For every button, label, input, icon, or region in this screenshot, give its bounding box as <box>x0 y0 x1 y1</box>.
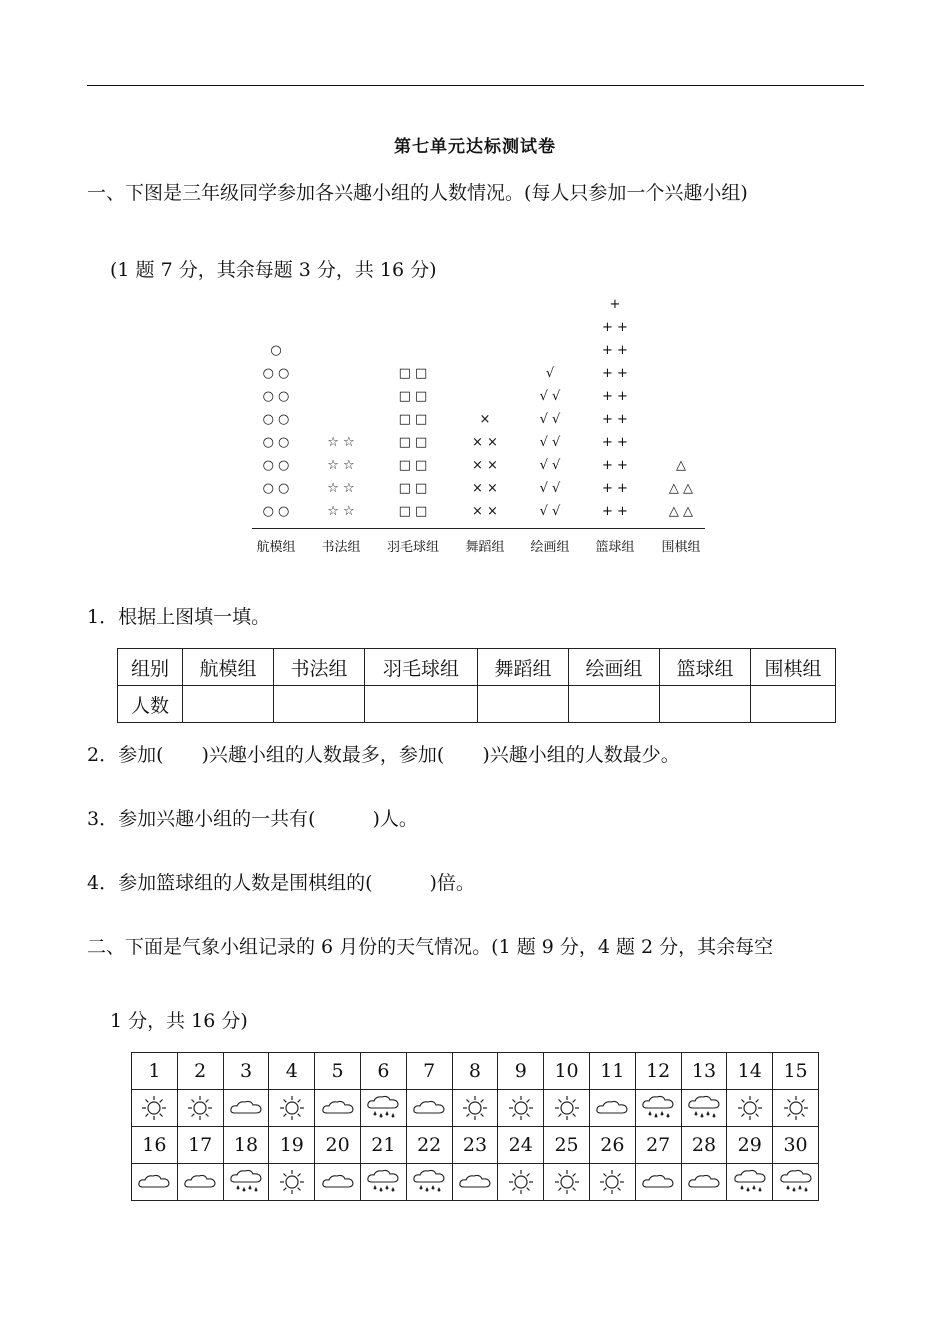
weather-cell <box>360 1090 406 1127</box>
chart-symbol-row: √ √ <box>539 435 561 450</box>
table-col-wudao: 舞蹈组 <box>478 649 569 686</box>
day-number: 30 <box>773 1127 819 1164</box>
day-number: 17 <box>177 1127 223 1164</box>
chart-symbol-row: + + <box>602 389 628 404</box>
sunny-icon <box>498 1095 543 1121</box>
day-number: 27 <box>635 1127 681 1164</box>
weather-cell <box>360 1164 406 1201</box>
weather-cell <box>727 1090 773 1127</box>
chart-category-label: 羽毛球组 <box>386 540 439 555</box>
weather-cell <box>498 1164 544 1201</box>
chart-symbol-row: + + <box>602 320 628 335</box>
chart-category-label: 绘画组 <box>530 540 570 555</box>
day-number: 2 <box>177 1053 223 1090</box>
chart-symbol-row: + + <box>602 366 628 381</box>
chart-column <box>393 362 433 523</box>
chart-column <box>595 293 635 523</box>
answer-cell[interactable] <box>751 686 836 723</box>
question-3: 3．参加兴趣小组的一共有( )人。 <box>87 808 418 830</box>
chart-symbol-row: + + <box>602 412 628 427</box>
cloudy-icon <box>453 1172 498 1192</box>
weather-cell <box>406 1090 452 1127</box>
chart-symbol-row: ○ ○ <box>262 481 290 496</box>
weather-cell <box>681 1164 727 1201</box>
weather-cell <box>773 1090 819 1127</box>
weather-cell <box>635 1164 681 1201</box>
day-number: 28 <box>681 1127 727 1164</box>
chart-category-label: 舞蹈组 <box>465 540 505 555</box>
weather-cell <box>589 1090 635 1127</box>
weather-table <box>131 1052 819 1201</box>
chart-symbol-row: + + <box>602 343 628 358</box>
chart-symbol-row: √ √ <box>539 504 561 519</box>
day-number: 23 <box>452 1127 498 1164</box>
day-number: 25 <box>544 1127 590 1164</box>
section1-heading: 一、下图是三年级同学参加各兴趣小组的人数情况。(每人只参加一个兴趣小组) <box>87 182 748 204</box>
chart-symbol-row: ○ ○ <box>262 412 290 427</box>
fill-table <box>117 648 836 723</box>
chart-symbol-row: ○ ○ <box>262 435 290 450</box>
weather-cell <box>177 1164 223 1201</box>
chart-symbol-row: ○ <box>270 343 282 358</box>
chart-category-label: 篮球组 <box>595 540 635 555</box>
day-number: 18 <box>223 1127 269 1164</box>
weather-cell <box>452 1164 498 1201</box>
answer-cell[interactable] <box>365 686 478 723</box>
question-4: 4．参加篮球组的人数是围棋组的( )倍。 <box>87 872 475 894</box>
answer-cell[interactable] <box>569 686 660 723</box>
day-number: 20 <box>315 1127 361 1164</box>
day-number: 7 <box>406 1053 452 1090</box>
answer-cell[interactable] <box>183 686 274 723</box>
weather-cell <box>177 1090 223 1127</box>
day-number: 6 <box>360 1053 406 1090</box>
rainy-icon <box>361 1168 406 1196</box>
sunny-icon <box>498 1169 543 1195</box>
chart-symbol-row: × × <box>472 458 498 473</box>
chart-column <box>321 431 361 523</box>
weather-cell <box>223 1164 269 1201</box>
chart-symbol-row: △ △ <box>668 504 694 519</box>
sunny-icon <box>727 1095 772 1121</box>
weather-cell <box>132 1164 178 1201</box>
chart-symbol-row: ○ ○ <box>262 389 290 404</box>
day-number: 14 <box>727 1053 773 1090</box>
chart-column <box>661 454 701 523</box>
chart-symbol-row: ○ ○ <box>262 458 290 473</box>
rainy-icon <box>636 1094 681 1122</box>
day-number: 8 <box>452 1053 498 1090</box>
page-title: 第七单元达标测试卷 <box>394 137 556 157</box>
weather-cell <box>315 1090 361 1127</box>
day-number: 9 <box>498 1053 544 1090</box>
answer-cell[interactable] <box>660 686 751 723</box>
day-number: 4 <box>269 1053 315 1090</box>
chart-symbol-row: √ √ <box>539 389 561 404</box>
weather-cell <box>773 1164 819 1201</box>
rainy-icon <box>361 1094 406 1122</box>
table-col-shufa: 书法组 <box>274 649 365 686</box>
chart-symbol-row: □ □ <box>398 481 428 496</box>
day-number: 11 <box>589 1053 635 1090</box>
sunny-icon <box>132 1095 177 1121</box>
chart-symbol-row: × × <box>472 435 498 450</box>
chart-symbol-row: □ □ <box>398 366 428 381</box>
day-number: 3 <box>223 1053 269 1090</box>
cloudy-icon <box>132 1172 177 1192</box>
chart-symbol-row: √ √ <box>539 458 561 473</box>
chart-symbol-row: √ <box>545 366 555 381</box>
chart-symbol-row: + + <box>602 458 628 473</box>
weather-cell <box>635 1090 681 1127</box>
section1-points: (1 题 7 分，其余每题 3 分，共 16 分) <box>110 259 437 281</box>
weather-cell <box>269 1164 315 1201</box>
pictograph-chart <box>248 297 708 565</box>
chart-symbol-row: □ □ <box>398 458 428 473</box>
weather-cell <box>681 1090 727 1127</box>
rainy-icon <box>773 1168 818 1196</box>
rainy-icon <box>407 1168 452 1196</box>
day-number: 13 <box>681 1053 727 1090</box>
sunny-icon <box>590 1169 635 1195</box>
section2-points: 1 分，共 16 分) <box>110 1010 248 1032</box>
weather-cell <box>589 1164 635 1201</box>
chart-column <box>530 362 570 523</box>
chart-symbol-row: + <box>609 297 621 312</box>
chart-category-label: 围棋组 <box>661 540 701 555</box>
header-rule <box>87 85 864 86</box>
weather-cell <box>452 1090 498 1127</box>
cloudy-icon <box>224 1098 269 1118</box>
table-col-lanqiu: 篮球组 <box>660 649 751 686</box>
rainy-icon <box>727 1168 772 1196</box>
day-number: 12 <box>635 1053 681 1090</box>
chart-symbol-row: ○ ○ <box>262 504 290 519</box>
table-col-yumaoqiu: 羽毛球组 <box>365 649 478 686</box>
answer-cell[interactable] <box>274 686 365 723</box>
cloudy-icon <box>682 1172 727 1192</box>
chart-symbol-row: ☆ ☆ <box>327 481 355 496</box>
day-number: 29 <box>727 1127 773 1164</box>
day-number: 26 <box>589 1127 635 1164</box>
chart-symbol-row: □ □ <box>398 389 428 404</box>
rainy-icon <box>224 1168 269 1196</box>
chart-symbol-row: ☆ ☆ <box>327 458 355 473</box>
cloudy-icon <box>407 1098 452 1118</box>
chart-symbol-row: × × <box>472 504 498 519</box>
day-number: 24 <box>498 1127 544 1164</box>
chart-symbol-row: + + <box>602 504 628 519</box>
sunny-icon <box>544 1169 589 1195</box>
chart-symbol-row: ☆ ☆ <box>327 435 355 450</box>
chart-category-label: 书法组 <box>321 540 361 555</box>
weather-cell <box>727 1164 773 1201</box>
chart-symbol-row: △ △ <box>668 481 694 496</box>
weather-cell <box>269 1090 315 1127</box>
weather-cell <box>132 1090 178 1127</box>
weather-cell <box>223 1090 269 1127</box>
weather-cell <box>315 1164 361 1201</box>
chart-symbol-row: ○ ○ <box>262 366 290 381</box>
sunny-icon <box>269 1169 314 1195</box>
sunny-icon <box>453 1095 498 1121</box>
cloudy-icon <box>315 1172 360 1192</box>
weather-cell <box>498 1090 544 1127</box>
day-number: 21 <box>360 1127 406 1164</box>
table-header-count: 人数 <box>118 686 183 723</box>
day-number: 1 <box>132 1053 178 1090</box>
chart-column <box>465 408 505 523</box>
weather-cell <box>544 1164 590 1201</box>
sunny-icon <box>773 1095 818 1121</box>
chart-symbol-row: + + <box>602 481 628 496</box>
table-header-group: 组别 <box>118 649 183 686</box>
day-number: 16 <box>132 1127 178 1164</box>
answer-cell[interactable] <box>478 686 569 723</box>
sunny-icon <box>269 1095 314 1121</box>
chart-column <box>256 339 296 523</box>
chart-symbol-row: ☆ ☆ <box>327 504 355 519</box>
table-col-hangmo: 航模组 <box>183 649 274 686</box>
day-number: 10 <box>544 1053 590 1090</box>
chart-symbol-row: □ □ <box>398 412 428 427</box>
day-number: 5 <box>315 1053 361 1090</box>
cloudy-icon <box>178 1172 223 1192</box>
day-number: 22 <box>406 1127 452 1164</box>
chart-symbol-row: □ □ <box>398 504 428 519</box>
question-2: 2．参加( )兴趣小组的人数最多，参加( )兴趣小组的人数最少。 <box>87 744 680 766</box>
chart-symbol-row: △ <box>676 458 686 473</box>
question-1: 1．根据上图填一填。 <box>87 606 271 628</box>
chart-symbol-row: + + <box>602 435 628 450</box>
weather-cell <box>406 1164 452 1201</box>
chart-category-label: 航模组 <box>256 540 296 555</box>
cloudy-icon <box>315 1098 360 1118</box>
chart-symbol-row: × <box>479 412 491 427</box>
day-number: 15 <box>773 1053 819 1090</box>
sunny-icon <box>544 1095 589 1121</box>
chart-symbol-row: × × <box>472 481 498 496</box>
weather-cell <box>544 1090 590 1127</box>
day-number: 19 <box>269 1127 315 1164</box>
chart-symbol-row: √ √ <box>539 412 561 427</box>
chart-symbol-row: □ □ <box>398 435 428 450</box>
table-col-weiqi: 围棋组 <box>751 649 836 686</box>
section2-heading: 二、下面是气象小组记录的 6 月份的天气情况。(1 题 9 分，4 题 2 分，其余每空 <box>87 936 774 958</box>
cloudy-icon <box>636 1172 681 1192</box>
cloudy-icon <box>590 1098 635 1118</box>
chart-symbol-row: √ √ <box>539 481 561 496</box>
chart-baseline <box>252 528 705 529</box>
sunny-icon <box>178 1095 223 1121</box>
rainy-icon <box>682 1094 727 1122</box>
table-col-huihua: 绘画组 <box>569 649 660 686</box>
